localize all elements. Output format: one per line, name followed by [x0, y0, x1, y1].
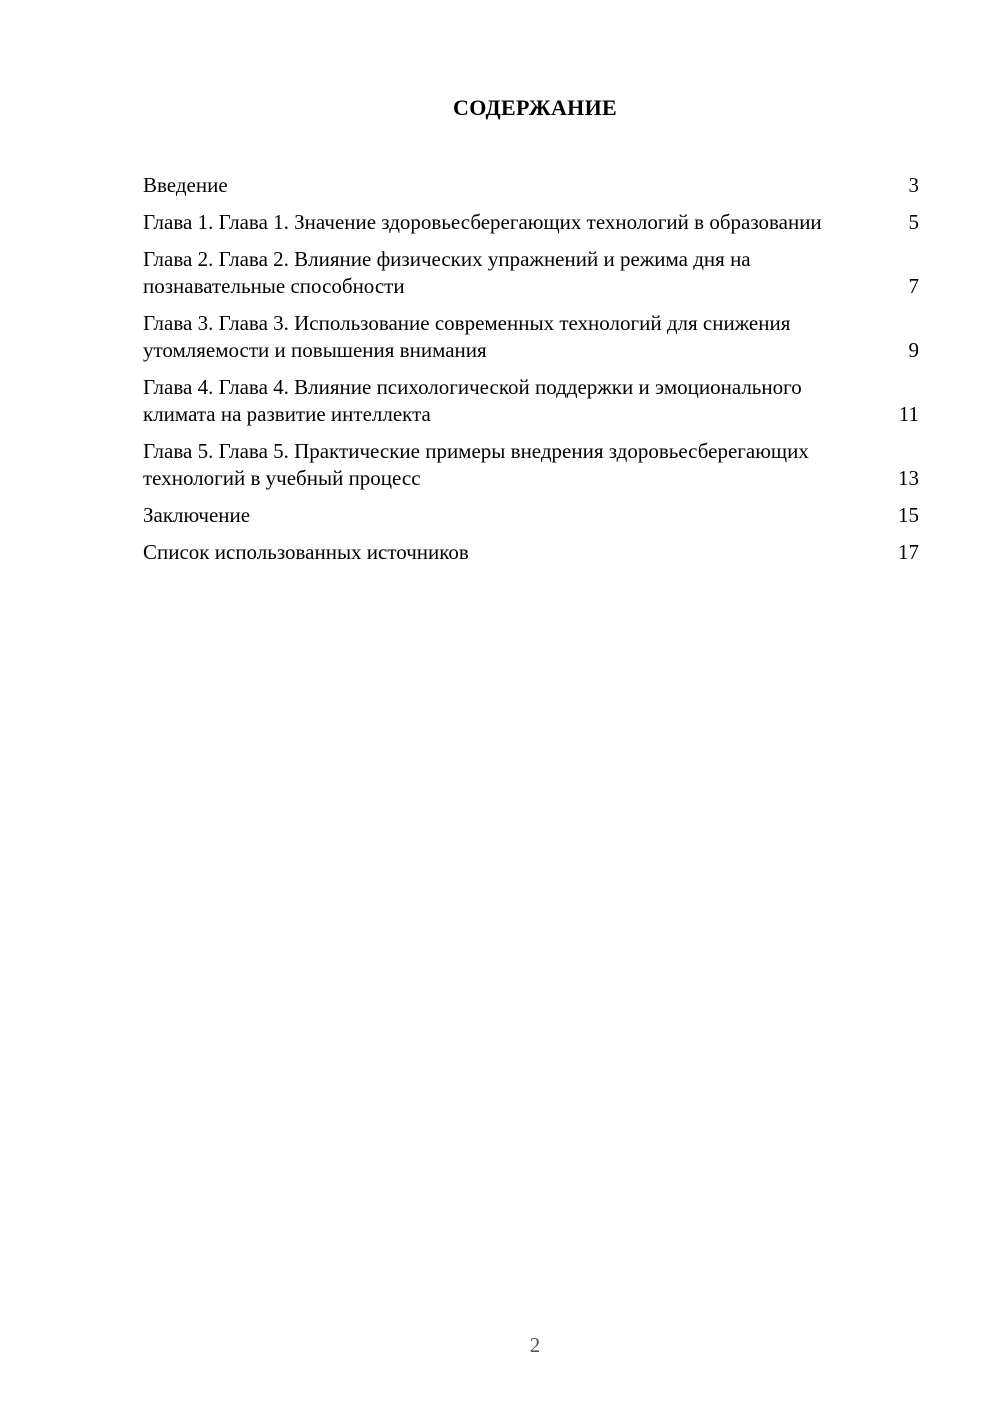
toc-entry-chapter-3[interactable] — [143, 310, 919, 364]
toc-entry-title: Глава 4. Глава 4. Влияние психологической поддержки и эмоционального климата на развитие интеллекта — [143, 375, 802, 426]
toc-entry-title: Глава 1. Глава 1. Значение здоровьесберегающих технологий в образовании — [143, 210, 822, 234]
toc-entry-title: Введение — [143, 173, 228, 197]
table-of-contents — [143, 172, 919, 576]
toc-entry-page-number: 13 — [898, 466, 919, 490]
toc-entry-references[interactable] — [143, 539, 919, 566]
toc-entry-title: Глава 3. Глава 3. Использование современных технологий для снижения утомляемости и повышения внимания — [143, 311, 791, 362]
toc-entry-title: Глава 5. Глава 5. Практические примеры внедрения здоровьесберегающих технологий в учебный процесс — [143, 439, 809, 490]
toc-entry-conclusion[interactable] — [143, 502, 919, 529]
toc-entry-page-number: 11 — [898, 402, 919, 426]
page-title: СОДЕРЖАНИЕ — [453, 95, 617, 120]
toc-entry-page-number: 3 — [908, 173, 919, 197]
toc-entry-chapter-4[interactable] — [143, 374, 919, 428]
toc-entry-chapter-1[interactable] — [143, 209, 919, 236]
toc-entry-title: Заключение — [143, 503, 251, 527]
toc-entry-title: Список использованных источников — [143, 540, 469, 564]
toc-entry-title: Глава 2. Глава 2. Влияние физических упражнений и режима дня на познавательные способности — [143, 247, 751, 298]
toc-entry-chapter-5[interactable] — [143, 438, 919, 492]
toc-entry-page-number: 9 — [908, 338, 919, 362]
toc-entry-page-number: 7 — [908, 274, 919, 298]
toc-entry-chapter-2[interactable] — [143, 246, 919, 300]
toc-entry-page-number: 5 — [908, 210, 919, 234]
toc-entry-introduction[interactable] — [143, 172, 919, 199]
toc-entry-page-number: 15 — [898, 503, 919, 527]
page-number: 2 — [529, 1333, 541, 1357]
toc-entry-page-number: 17 — [898, 540, 919, 564]
